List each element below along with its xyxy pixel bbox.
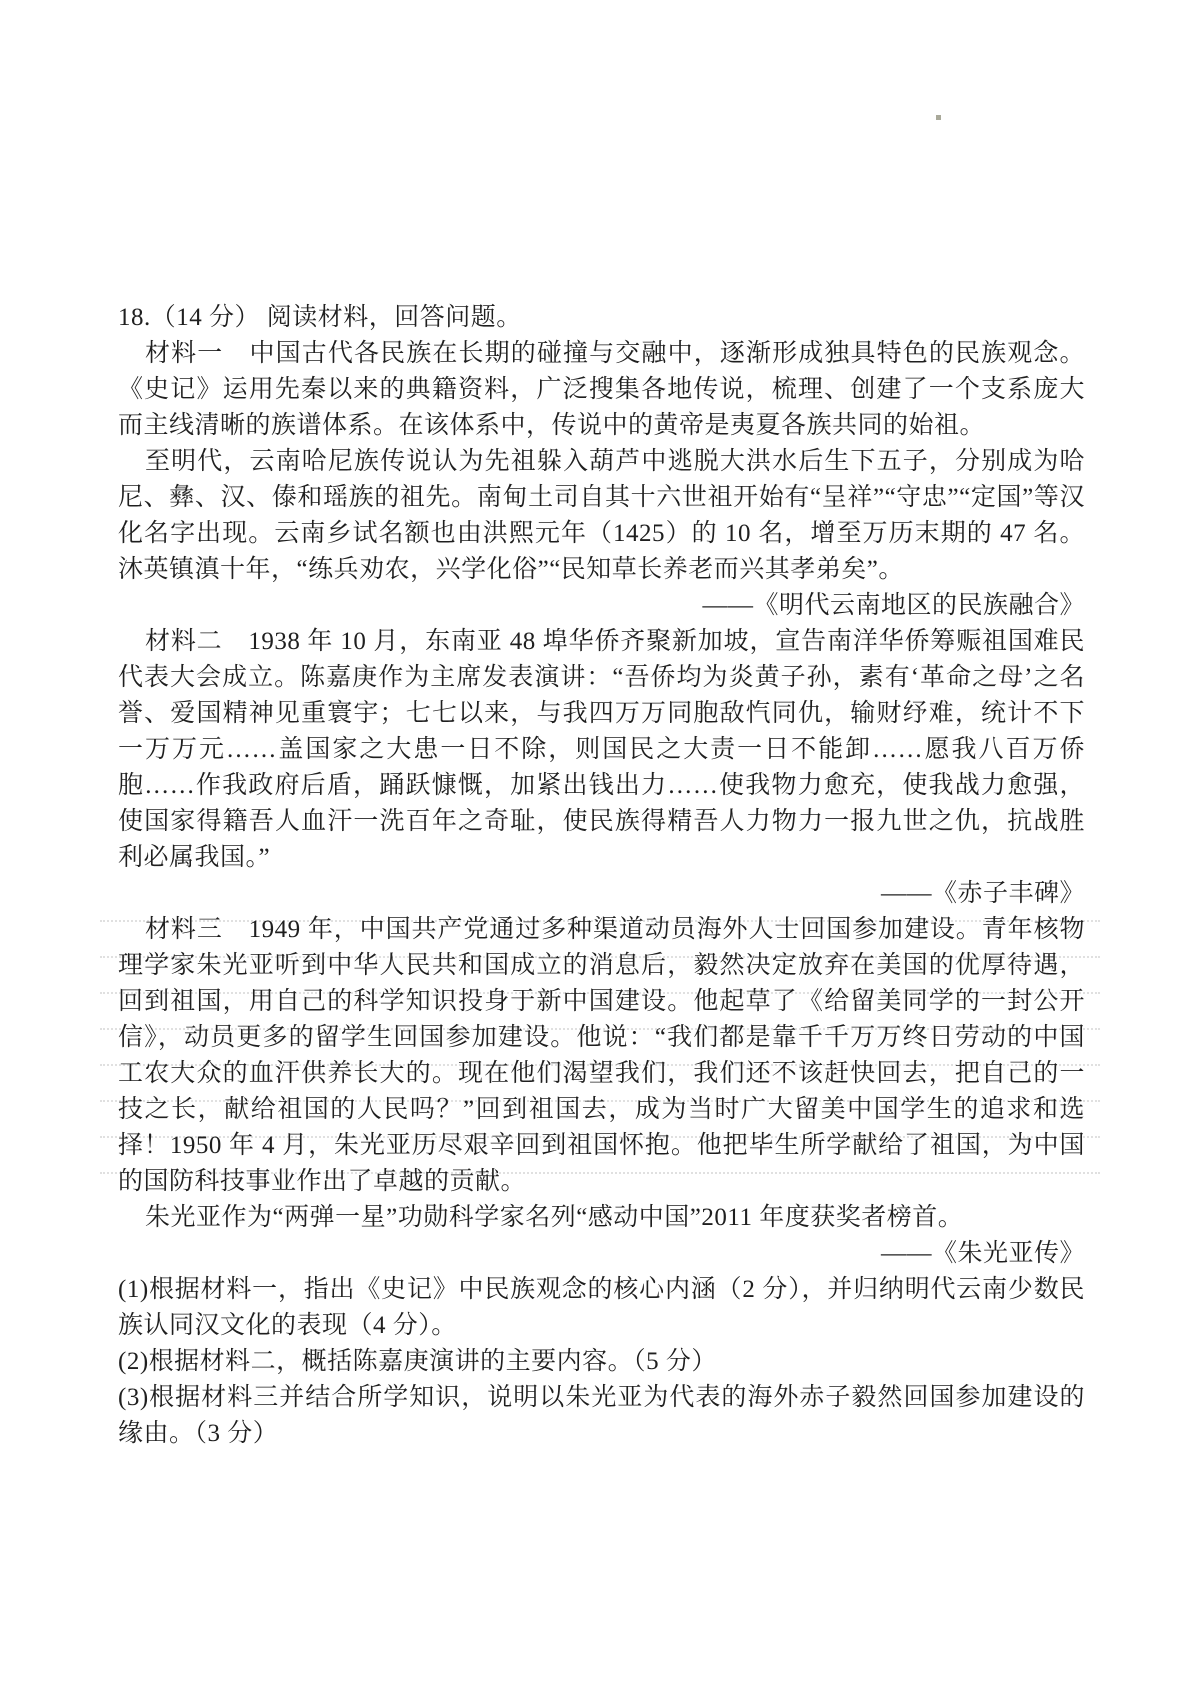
material-1-paragraph-2: 至明代，云南哈尼族传说认为先祖躲入葫芦中逃脱大洪水后生下五子，分别成为哈尼、彝、汉、傣和瑶族的祖先。南甸土司自其十六世祖开始有“呈祥”“守忠”“定国”等汉化名字出现。云南乡试名额也由洪熙元年（1425）的 10 名，增至万历末期的 47 名。沐英镇滇十年，“练兵劝农，兴学化俗”“民知草长养老而兴其孝弟矣”。	[118, 448, 1085, 583]
material-3-paragraph-2: 朱光亚作为“两弹一星”功勋科学家名列“感动中国”2011 年度获奖者榜首。	[145, 1204, 964, 1231]
question-number-line: 18.（14 分） 阅读材料，回答问题。	[118, 304, 522, 331]
exam-question-18	[118, 300, 1085, 1452]
sub-question-3: (3)根据材料三并结合所学知识，说明以朱光亚为代表的海外赤子毅然回国参加建设的缘由。（3 分）	[118, 1384, 1085, 1447]
material-3-paragraph-1: 材料三 1949 年，中国共产党通过多种渠道动员海外人士回国参加建设。青年核物理学家朱光亚听到中华人民共和国成立的消息后，毅然决定放弃在美国的优厚待遇，回到祖国，用自己的科学知识投身于新中国建设。他起草了《给留美同学的一封公开信》，动员更多的留学生回国参加建设。他说：“我们都是靠千千万万终日劳动的中国工农大众的血汗供养长大的。现在他们渴望我们，我们还不该赶快回去，把自己的一技之长，献给祖国的人民吗？”回到祖国去，成为当时广大留美中国学生的追求和选择！1950 年 4 月，朱光亚历尽艰辛回到祖国怀抱。他把毕生所学献给了祖国，为中国的国防科技事业作出了卓越的贡献。	[118, 916, 1085, 1195]
material-1-paragraph-1: 材料一 中国古代各民族在长期的碰撞与交融中，逐渐形成独具特色的民族观念。《史记》运用先秦以来的典籍资料，广泛搜集各地传说，梳理、创建了一个支系庞大而主线清晰的族谱体系。在该体系中，传说中的黄帝是夷夏各族共同的始祖。	[118, 340, 1085, 439]
material-2-paragraph-1: 材料二 1938 年 10 月，东南亚 48 埠华侨齐聚新加坡，宣告南洋华侨筹赈祖国难民代表大会成立。陈嘉庚作为主席发表演讲：“吾侨均为炎黄子孙，素有‘革命之母’之名誉、爱国精神见重寰宇；七七以来，与我四万万同胞敌忾同仇，输财纾难，统计不下一万万元……盖国家之大患一日不除，则国民之大责一日不能卸……愿我八百万侨胞……作我政府后盾，踊跃慷慨，加紧出钱出力……使我物力愈充，使我战力愈强，使国家得籍吾人血汗一洗百年之奇耻，使民族得精吾人力物力一报九世之仇，抗战胜利必属我国。”	[118, 628, 1085, 871]
sub-question-2: (2)根据材料二，概括陈嘉庚演讲的主要内容。（5 分）	[118, 1348, 717, 1375]
material-2-source-citation: ——《赤子丰碑》	[880, 880, 1085, 907]
material-3-source-citation: ——《朱光亚传》	[880, 1240, 1085, 1267]
scan-speck	[936, 115, 941, 120]
material-1-source-citation: ——《明代云南地区的民族融合》	[702, 592, 1085, 619]
sub-question-1: (1)根据材料一，指出《史记》中民族观念的核心内涵（2 分），并归纳明代云南少数民族认同汉文化的表现（4 分）。	[118, 1276, 1085, 1339]
